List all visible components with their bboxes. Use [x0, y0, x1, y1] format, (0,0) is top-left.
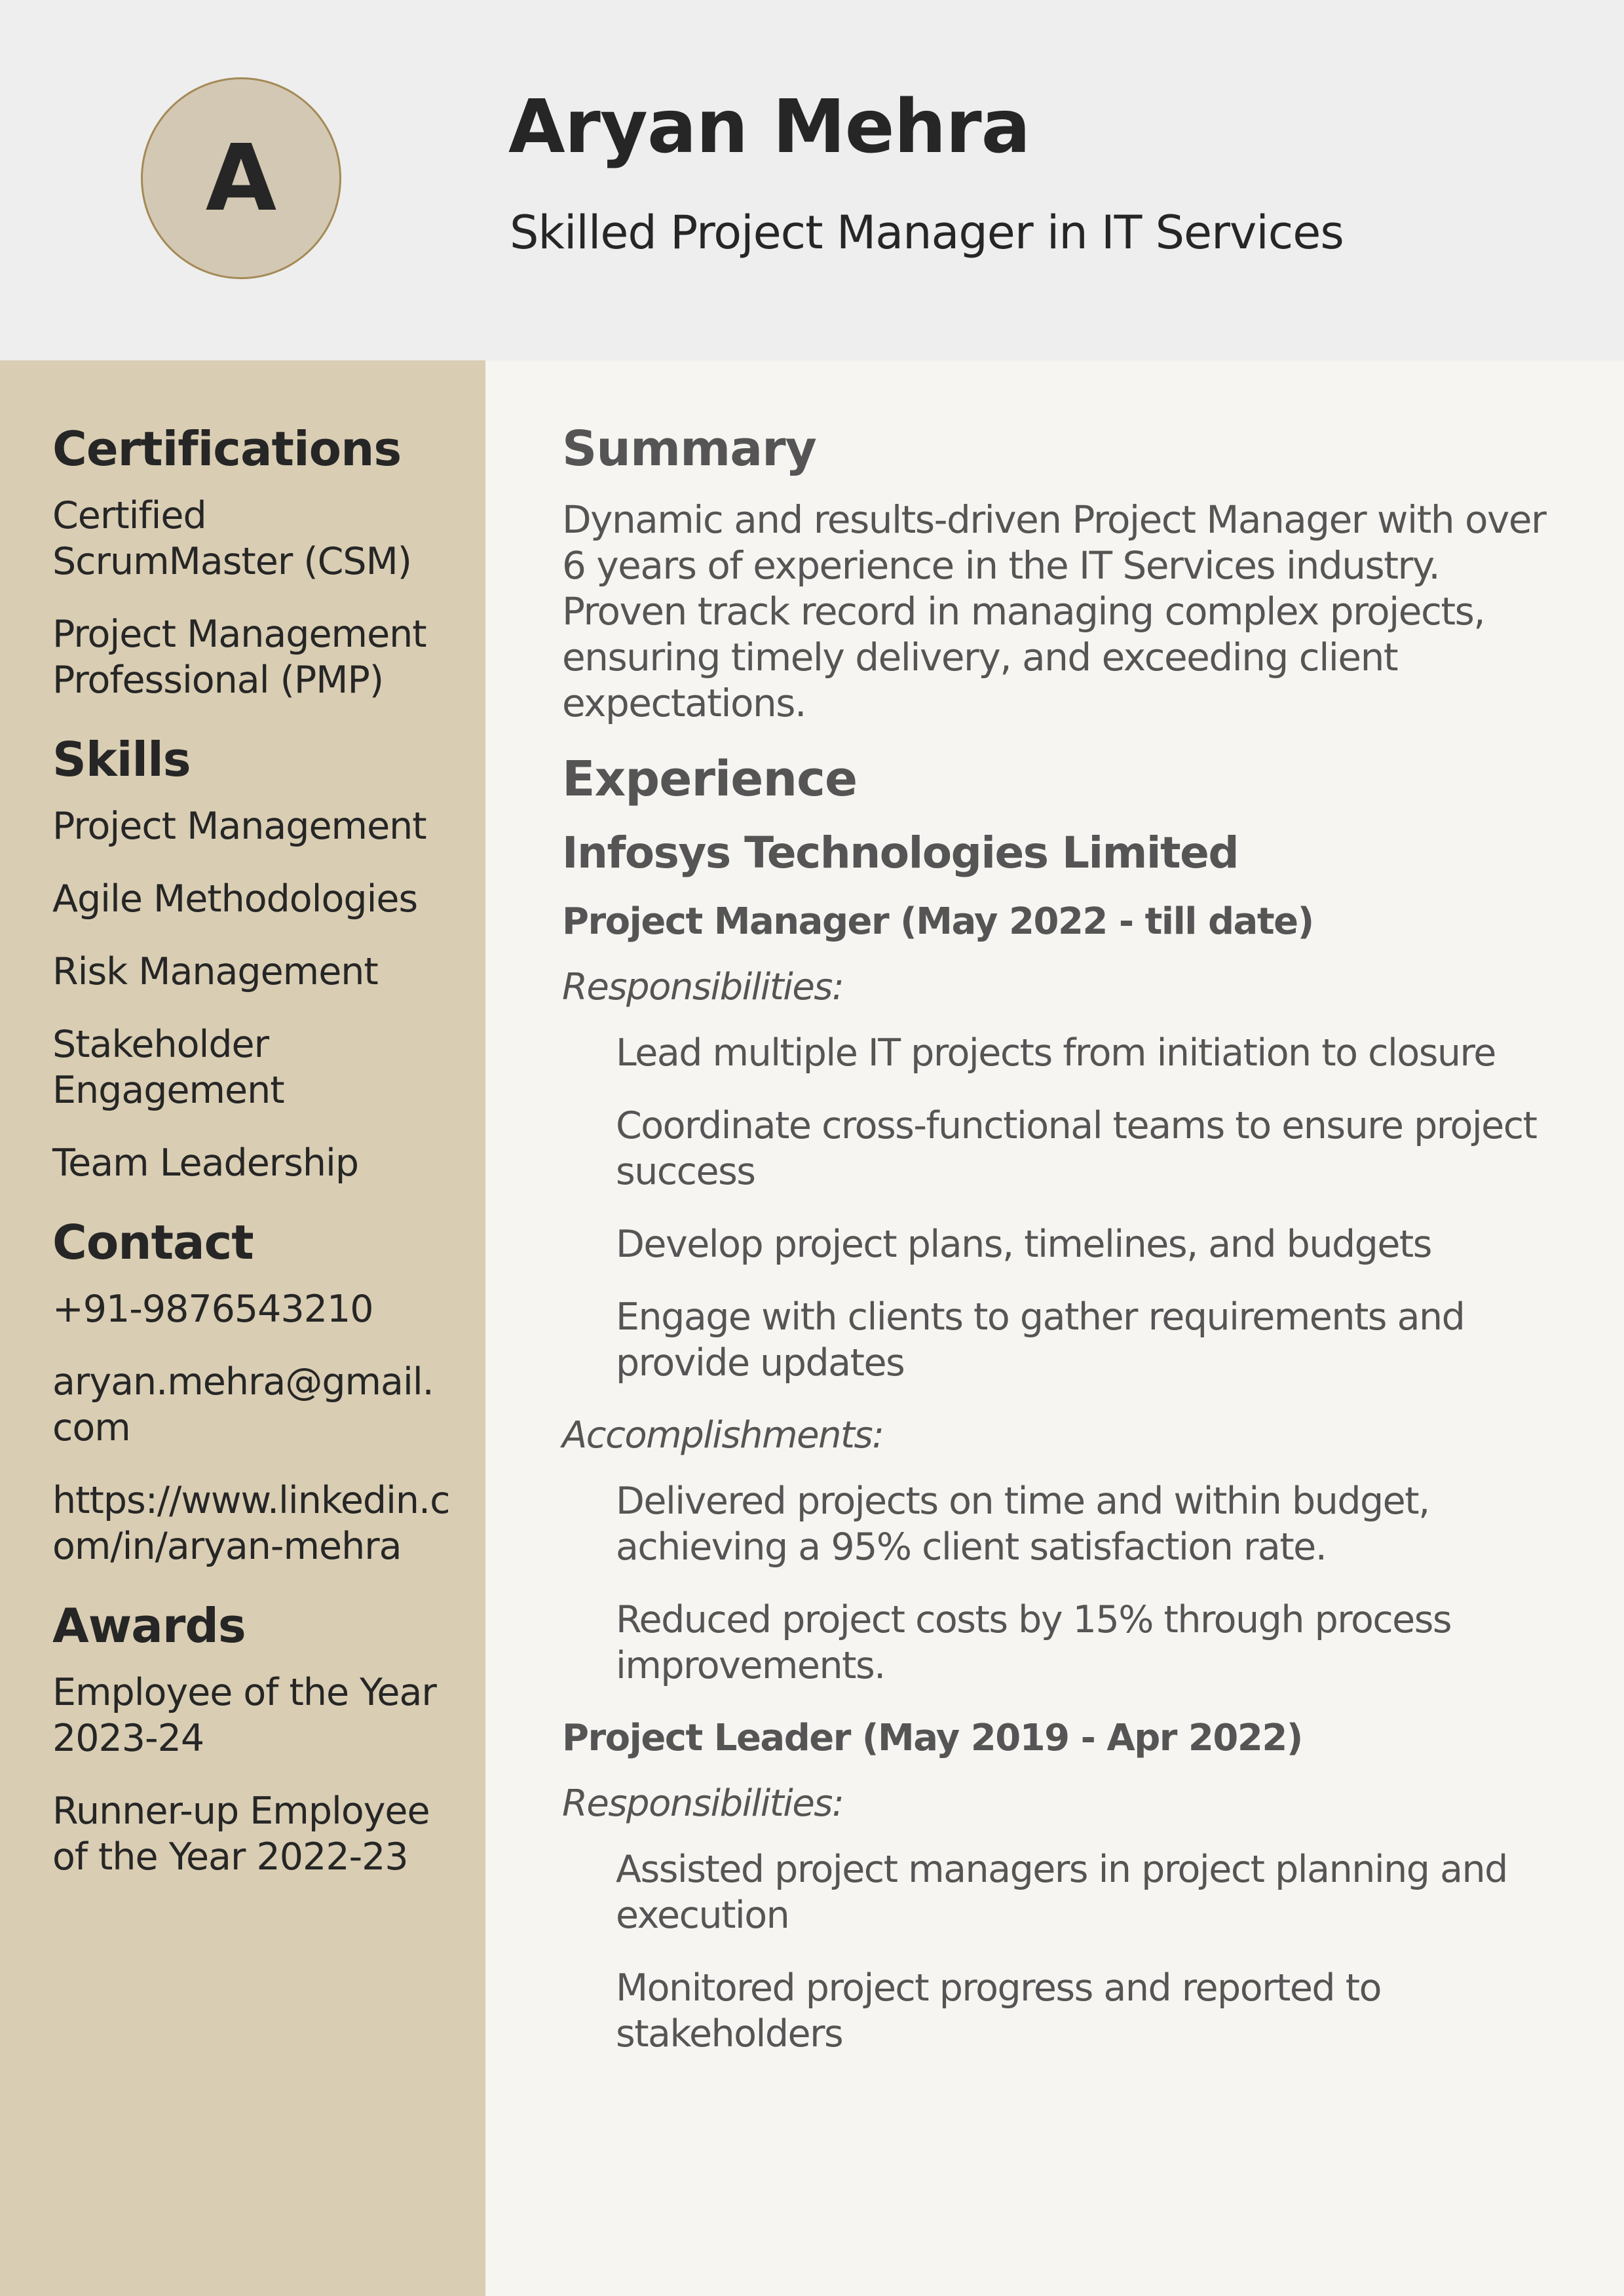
- list-item: Coordinate cross-functional teams to ensure project success: [616, 1104, 1537, 1193]
- list-item: Assisted project managers in project planning and execution: [616, 1848, 1507, 1937]
- role-project-manager: [562, 899, 1572, 1689]
- avatar: [141, 77, 341, 279]
- contact-section: [52, 1213, 466, 1569]
- main-content: [485, 360, 1624, 2296]
- skill-item: Team Leadership: [52, 1141, 359, 1185]
- skill-item: Risk Management: [52, 950, 378, 993]
- list-item: Delivered projects on time and within budget, achieving a 95% client satisfaction rate.: [616, 1480, 1429, 1569]
- list-item: Monitored project progress and reported to stakeholders: [616, 1966, 1381, 2056]
- responsibilities-label: Responsibilities:: [562, 1782, 844, 1825]
- skill-item: Project Management: [52, 805, 426, 848]
- accomplishments-list: [562, 1478, 1572, 1689]
- sidebar: [0, 360, 485, 2296]
- awards-section: [52, 1596, 466, 1880]
- awards-heading: Awards: [52, 1598, 246, 1653]
- contact-linkedin[interactable]: https://www.linkedin.com/in/aryan-mehra: [52, 1479, 450, 1568]
- summary-text: Dynamic and results-driven Project Manager with over 6 years of experience in the IT Services industry. Proven track record in managing complex projects, ensuring timely delivery, and exceeding client expectations.: [562, 497, 1546, 725]
- contact-heading: Contact: [52, 1215, 254, 1270]
- list-item: Develop project plans, timelines, and budgets: [616, 1223, 1431, 1266]
- candidate-title: Skilled Project Manager in IT Services: [510, 206, 1344, 259]
- award-item: Employee of the Year 2023-24: [52, 1671, 436, 1760]
- summary-heading: Summary: [562, 421, 816, 477]
- certifications-heading: Certifications: [52, 421, 402, 476]
- certifications-section: [52, 419, 466, 703]
- experience-heading: Experience: [562, 751, 858, 807]
- candidate-name: Aryan Mehra: [508, 85, 1030, 170]
- skill-item: Agile Methodologies: [52, 877, 418, 921]
- role-title: Project Manager (May 2022 - till date): [562, 900, 1313, 943]
- responsibilities-list: [562, 1030, 1572, 1386]
- award-item: Runner-up Employee of the Year 2022-23: [52, 1789, 430, 1879]
- certification-item: Certified ScrumMaster (CSM): [52, 494, 412, 583]
- skills-heading: Skills: [52, 732, 191, 787]
- role-project-leader: [562, 1715, 1572, 2057]
- accomplishments-label: Accomplishments:: [562, 1414, 884, 1457]
- avatar-initial: A: [205, 124, 277, 232]
- responsibilities-list: [562, 1846, 1572, 2057]
- responsibilities-label: Responsibilities:: [562, 966, 844, 1008]
- list-item: Reduced project costs by 15% through process improvements.: [616, 1598, 1452, 1687]
- role-title: Project Leader (May 2019 - Apr 2022): [562, 1717, 1302, 1759]
- list-item: Engage with clients to gather requirements and provide updates: [616, 1295, 1465, 1385]
- certification-item: Project Management Professional (PMP): [52, 613, 426, 702]
- list-item: Lead multiple IT projects from initiation to closure: [616, 1031, 1496, 1075]
- contact-phone[interactable]: +91-9876543210: [52, 1288, 373, 1331]
- company-name: Infosys Technologies Limited: [562, 828, 1239, 878]
- contact-email[interactable]: aryan.mehra@gmail.com: [52, 1360, 434, 1449]
- skill-item: Stakeholder Engagement: [52, 1023, 284, 1112]
- skills-section: [52, 730, 466, 1186]
- resume-header: [0, 0, 1624, 360]
